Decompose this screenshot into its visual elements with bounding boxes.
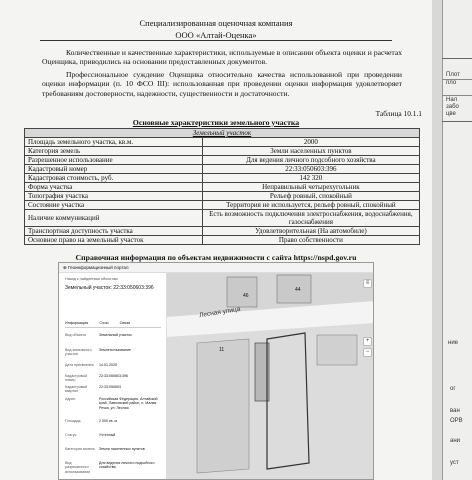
info-label: Вид разрешенного использования: [65, 461, 91, 474]
adjacent-text: Нал: [446, 97, 458, 103]
info-label: Вид земельного участка: [65, 348, 92, 357]
adjacent-text: пло: [446, 80, 457, 86]
cadastral-map[interactable]: [167, 273, 374, 480]
zoom-out-icon[interactable]: −: [363, 348, 372, 357]
company-name: ООО «Алтай-Оценка»: [175, 30, 257, 40]
row-label: Площадь земельного участка, кв.м.: [25, 138, 203, 147]
info-value: 22:33:050603:396: [99, 374, 128, 378]
adjacent-text: забо: [446, 104, 459, 110]
row-label: Категория земель: [25, 147, 203, 156]
screenshot-caption: Справочная информация по объектам недвижимости с сайта https://nspd.gov.ru: [75, 253, 357, 262]
row-value: 142 320: [202, 174, 419, 183]
row-value: Территория не используется, рельеф ровный, спокойный: [202, 201, 419, 210]
info-value: Земли населенных пунктов: [99, 447, 145, 451]
embedded-portal-screenshot: [58, 262, 374, 480]
table-row: [25, 236, 420, 245]
adjacent-text: ван: [450, 408, 460, 414]
info-value: 2 000 кв. м: [99, 419, 117, 423]
adjacent-page: [432, 0, 472, 480]
table-header-row: [25, 129, 420, 138]
row-label: Состояние участка: [25, 201, 203, 210]
characteristics-table: [24, 128, 420, 245]
back-link: Назад к найденным объектам: [65, 277, 118, 281]
paragraph-characteristics: Количественные и качественные характеристики, используемые в описании объекта оценки и расчетах Оценщика, приводились на основании предоставленных документов.: [42, 48, 402, 67]
info-label: Кадастровый квартал: [65, 385, 88, 394]
adjacent-text: уст: [450, 460, 459, 466]
map-label: 46: [243, 293, 249, 299]
table-row: [25, 201, 420, 210]
tab-links: Связи: [119, 321, 131, 325]
info-value: 22:33:050603: [99, 385, 121, 389]
info-value: Для ведения личного подсобного хозяйства: [99, 461, 155, 470]
info-value: Земельный участок: [99, 333, 132, 337]
row-value: Для ведения личного подсобного хозяйства: [202, 156, 419, 165]
info-label: Вид объекта: [65, 333, 86, 337]
panel-tabs: [65, 321, 140, 325]
table-row: [25, 210, 420, 227]
table-row: [25, 174, 420, 183]
row-value: Земли населенных пунктов: [202, 147, 419, 156]
info-value: Российская Федерация, Алтайский край, Павловский район, п. Малая Речка, ул. Лесная: [99, 397, 158, 410]
row-label: Кадастровая стоимость, руб.: [25, 174, 203, 183]
table-row: [25, 147, 420, 156]
row-label: Разрешенное использование: [25, 156, 203, 165]
portal-logo-icon: ⊕: [63, 265, 69, 270]
table-row: [25, 138, 420, 147]
adjacent-text: Плот: [446, 72, 460, 78]
table-header-cell: Земельный участок: [25, 129, 420, 138]
adjacent-text: ние: [448, 340, 459, 346]
table-title: Основные характеристики земельного участка: [132, 118, 300, 127]
paragraph-judgement: Профессиональное суждение Оценщика относительно качества использованной при проведении оценки информации (п. 10 ФСО III): использованная при проведении оценки информация удовлетворяет требованиям достоверности, надежности, существенности и достаточности.: [42, 70, 402, 98]
row-label: Форма участка: [25, 183, 203, 192]
table-row: [25, 183, 420, 192]
parcel-title: Земельный участок: 22:33:050603:396: [65, 285, 154, 291]
info-label: Дата присвоения: [65, 363, 94, 367]
table-row: [25, 156, 420, 165]
row-label: Кадастровый номер: [25, 165, 203, 174]
street-label: Лесная улица: [198, 305, 241, 320]
header-divider: [40, 40, 392, 41]
info-label: Категория земель: [65, 447, 95, 451]
company-type: Специализированная оценочная компания: [139, 18, 293, 28]
row-value: 2000: [202, 138, 419, 147]
adjacent-text: ани: [450, 438, 461, 444]
row-label: Основное право на земельный участок: [25, 236, 203, 245]
info-label: Адрес: [65, 397, 76, 401]
info-value: 14.01.2025: [99, 363, 117, 367]
adjacent-text: цве: [446, 111, 456, 117]
info-label: Статус: [65, 433, 77, 437]
portal-title: Геоинформационный портал: [68, 265, 129, 270]
row-label: Наличие коммуникаций: [25, 210, 203, 227]
row-value: Рельеф ровный, спокойный: [202, 192, 419, 201]
info-panel: [59, 273, 167, 480]
tabs-divider: [65, 327, 161, 328]
info-value: Землепользование: [99, 348, 132, 352]
table-row: [25, 165, 420, 174]
adjacent-text: ог: [450, 386, 456, 392]
map-label: 44: [295, 287, 301, 293]
table-row: [25, 192, 420, 201]
map-label: 11: [219, 347, 225, 353]
map-layers-icon[interactable]: ≡: [363, 279, 372, 288]
tab-layers: Слои: [99, 321, 109, 325]
map-drawing: [167, 273, 374, 480]
portal-topbar: [59, 263, 374, 273]
zoom-in-icon[interactable]: +: [363, 337, 372, 346]
row-value: Право собственности: [202, 236, 419, 245]
info-value: Учтенный: [99, 433, 116, 437]
info-label: Кадастровый номер: [65, 374, 88, 383]
row-value: Есть возможность подключения электроснабжения, водоснабжения, газоснабжения: [202, 210, 419, 227]
tab-info: Информация: [65, 321, 89, 325]
row-label: Топография участка: [25, 192, 203, 201]
row-value: Удовлетворительная (На автомобиле): [202, 227, 419, 236]
row-label: Транспортная доступность участка: [25, 227, 203, 236]
table-row: [25, 227, 420, 236]
info-label: Площадь: [65, 419, 81, 423]
row-value: 22:33:050603:396: [202, 165, 419, 174]
row-value: Неправильный четырехугольник: [202, 183, 419, 192]
adjacent-text: ОРВ: [450, 418, 463, 424]
table-caption: Таблица 10.1.1: [375, 109, 422, 118]
